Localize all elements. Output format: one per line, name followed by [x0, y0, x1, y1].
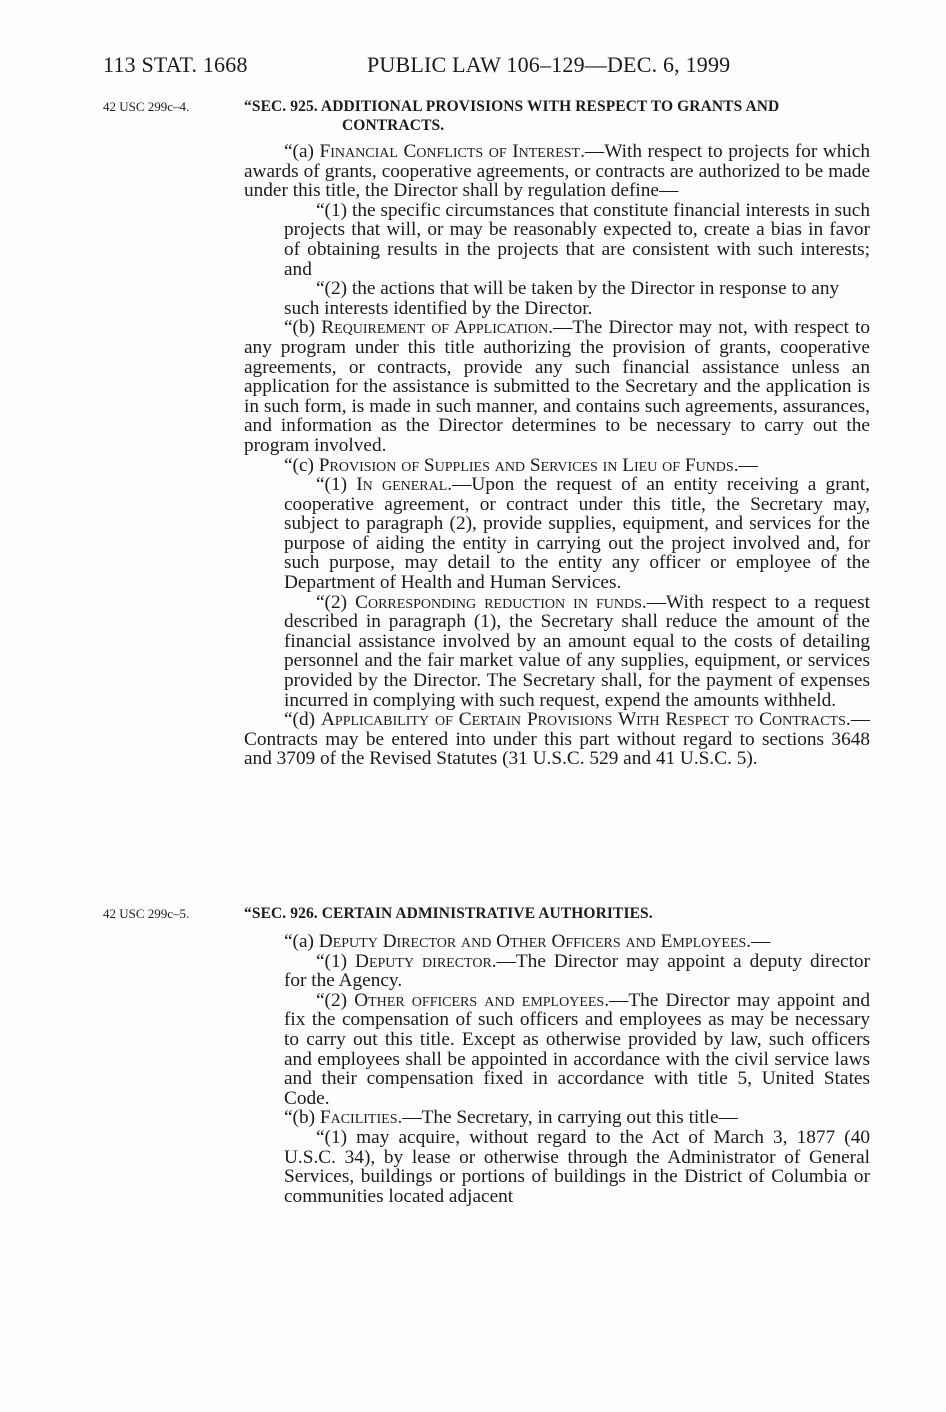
paragraph-c2-heading: Corresponding reduction in funds. — [355, 591, 647, 613]
margin-citation-925: 42 USC 299c–4. — [103, 99, 190, 114]
subsection-c-heading-line — [244, 456, 870, 476]
subsection-926b-text: —The Secretary, in carrying out this title— — [402, 1107, 738, 1129]
subsection-a-text: —With respect to projects for which awards of grants, cooperative agreements, or contracts are authorized to be made under this title, the Director shall by regulation define— — [244, 141, 870, 202]
subsection-926b-label: “(b) — [284, 1107, 320, 1129]
paragraph-926a1-text: —The Director may appoint a deputy director for the Agency. — [284, 950, 870, 992]
paragraph-c1-label: “(1) — [316, 474, 357, 496]
paragraph-926a1-label: “(1) — [316, 950, 356, 972]
section-925-title — [244, 97, 779, 135]
paragraph-926a1 — [284, 952, 870, 991]
subsection-a-heading: Financial Conflicts of Interest. — [319, 141, 585, 162]
paragraph-926b1: “(1) may acquire, without regard to the Act of March 3, 1877 (40 U.S.C. 34), by lease or otherwise through the Administrator of General Services, buildings or portions of buildings in the District of Columbia or communities located adjacent — [284, 1126, 870, 1207]
subsection-926a-heading: Deputy Director and Other Officers and Employees.— — [318, 931, 771, 952]
paragraph-a1: “(1) the specific circumstances that constitute financial interests in such projects that will, or may be reasonably expected to, create a bias in favor of obtaining results in the projects that are consistent with such interests; and — [284, 199, 870, 280]
subsection-a-financial-conflicts — [244, 142, 870, 201]
section-925-body — [244, 142, 870, 769]
section-926-title: “SEC. 926. CERTAIN ADMINISTRATIVE AUTHORITIES. — [244, 905, 653, 922]
paragraph-c1-heading: In general. — [356, 474, 453, 496]
paragraph-926a2-text: —The Director may appoint and fix the compensation of such officers and employees as may be necessary to carry out this title. Except as otherwise provided by law, such officers and employees shall be appointed in accordance with the civil service laws and their compensation fixed in accordance with title 5, United States Code. — [284, 989, 870, 1109]
section-926-body — [244, 932, 870, 1206]
subsection-d-label: “(d) — [284, 709, 321, 731]
section-925-title-line1: “SEC. 925. ADDITIONAL PROVISIONS WITH RESPECT TO GRANTS AND — [244, 98, 780, 115]
subsection-d-applicability — [244, 710, 870, 769]
paragraph-926a2-heading: Other officers and employees. — [354, 989, 610, 1011]
paragraph-c1-text: —Upon the request of an entity receiving a grant, cooperative agreement, or contract under this title, the Secretary may, subject to paragraph (2), provide supplies, equipment, and services for the purpose of aiding the entity in carrying out the project involved and, for such purpose, may detail to the entity any officer or employee of the Department of Health and Human Services. — [284, 474, 870, 594]
subsection-c-heading: Provision of Supplies and Services in Lieu of Funds.— — [318, 454, 758, 476]
paragraph-c2-label: “(2) — [316, 591, 356, 613]
subsection-926a-heading-line — [244, 932, 870, 952]
paragraph-c2-text: —With respect to a request described in paragraph (1), the Secretary shall reduce the amount of the financial assistance involved by an amount equal to the costs of detailing personnel and the fair market value of any supplies, equipment, or services provided by the Director. The Secretary shall, for the payment of expenses incurred in complying with such request, expend the amounts withheld. — [284, 591, 870, 711]
subsection-b-label: “(b) — [284, 317, 322, 339]
section-925-title-line2: CONTRACTS. — [342, 117, 445, 134]
subsection-926b-heading: Facilities. — [319, 1107, 403, 1129]
paragraph-926a2-label: “(2) — [316, 989, 355, 1011]
subsection-926b-facilities — [244, 1108, 870, 1128]
paragraph-926a2 — [284, 991, 870, 1109]
paragraph-a2: “(2) the actions that will be taken by the Director in response to any such interests identified by the Director. — [284, 278, 840, 319]
subsection-c-label: “(c) — [284, 454, 319, 476]
margin-citation-926: 42 USC 299c–5. — [103, 906, 190, 921]
subsection-a-label: “(a) — [284, 141, 320, 162]
subsection-b-requirement — [244, 318, 870, 455]
subsection-926a-label: “(a) — [284, 931, 319, 952]
paragraph-c1 — [284, 475, 870, 593]
subsection-b-text: —The Director may not, with respect to any program under this title authorizing the provision of grants, cooperative agreements, or contracts, provide any such financial assistance unless an application for the assistance is submitted to the Secretary and the application is in such form, is made in such manner, and contains such agreements, assurances, and information as the Director determines to be necessary to carry out the program involved. — [244, 317, 870, 456]
paragraph-926a1-heading: Deputy director. — [355, 950, 497, 972]
page-header-stat: 113 STAT. 1668 — [103, 52, 248, 77]
subsection-d-text: —Contracts may be entered into under this part without regard to sections 3648 and 3709 of the Revised Statutes (31 U.S.C. 529 and 41 U.S.C. 5). — [244, 709, 870, 770]
subsection-b-heading: Requirement of Application. — [321, 317, 554, 339]
paragraph-c2 — [284, 593, 870, 711]
page-header-law: PUBLIC LAW 106–129—DEC. 6, 1999 — [367, 52, 731, 77]
subsection-d-heading: Applicability of Certain Provisions With Respect to Contracts. — [320, 709, 851, 731]
